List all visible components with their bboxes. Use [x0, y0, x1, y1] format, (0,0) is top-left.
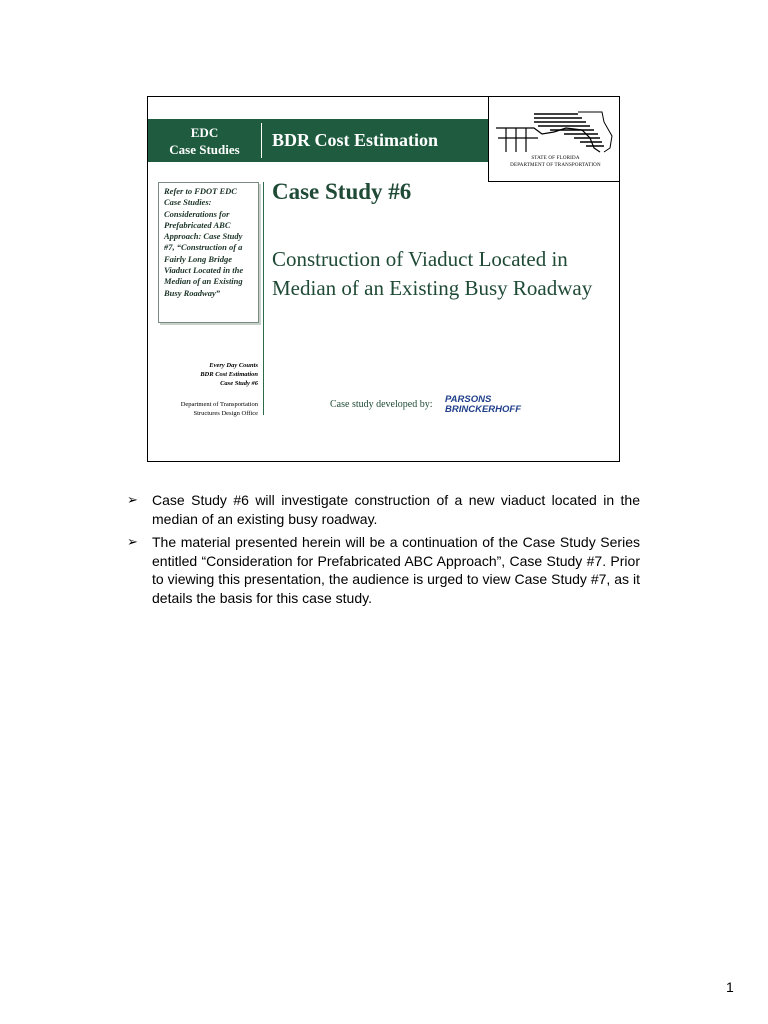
bullet-text: The material presented herein will be a continuation of the Case Study Series entitled “Consideration for Prefabricated ABC Approach”, Case Study #7. Prior to viewing this presentation, the audience is urged to view Case Study #7, as it details the basis for this case study. — [152, 534, 640, 606]
logo-caption-state: STATE OF FLORIDA — [531, 156, 580, 161]
fdot-logo — [488, 96, 620, 182]
arrow-bullet-icon: ➢ — [127, 534, 138, 549]
title-band — [148, 119, 488, 162]
parsons-brinckerhoff-logo — [445, 395, 521, 414]
edc-label — [148, 119, 261, 162]
florida-map-icon — [494, 108, 618, 153]
office-line: Department of Transportation — [180, 401, 258, 408]
reference-box: Refer to FDOT EDC Case Studies: Considerations for Prefabricated ABC Approach: Case Study #7, “Construction of a Fairly Long Bridge Viaduct Located in the Median of an Existing Busy Roadway” — [158, 182, 259, 323]
vertical-rule — [263, 182, 264, 415]
notes-bullet-list — [127, 491, 640, 612]
band-title: BDR Cost Estimation — [272, 130, 439, 150]
firm-line: BRINCKERHOFF — [445, 403, 521, 415]
firm-line: PARSONS — [445, 394, 492, 405]
arrow-bullet-icon: ➢ — [127, 492, 138, 507]
slide-thumbnail — [147, 96, 620, 462]
office-footnote — [153, 400, 258, 418]
slide-footnote — [153, 361, 258, 388]
bullet-text: Case Study #6 will investigate construction of a new viaduct located in the median of an existing busy roadway. — [152, 492, 640, 527]
footnote-line: BDR Cost Estimation — [200, 371, 258, 378]
bullet-item — [127, 533, 640, 607]
edc-label-line2: Case Studies — [169, 141, 240, 157]
edc-label-line1: EDC — [190, 124, 219, 140]
page-number: 1 — [726, 979, 734, 995]
footnote-line: Every Day Counts — [209, 362, 258, 369]
office-line: Structures Design Office — [193, 410, 258, 417]
bullet-item — [127, 491, 640, 528]
footnote-line: Case Study #6 — [220, 380, 258, 387]
case-study-title: Case Study #6 — [272, 179, 412, 204]
band-divider — [261, 123, 262, 158]
logo-caption-department: DEPARTMENT OF TRANSPORTATION — [510, 163, 601, 168]
developed-by-label: Case study developed by: — [330, 399, 433, 410]
case-study-subtitle: Construction of Viaduct Located in Median of an Existing Busy Roadway — [272, 247, 593, 300]
